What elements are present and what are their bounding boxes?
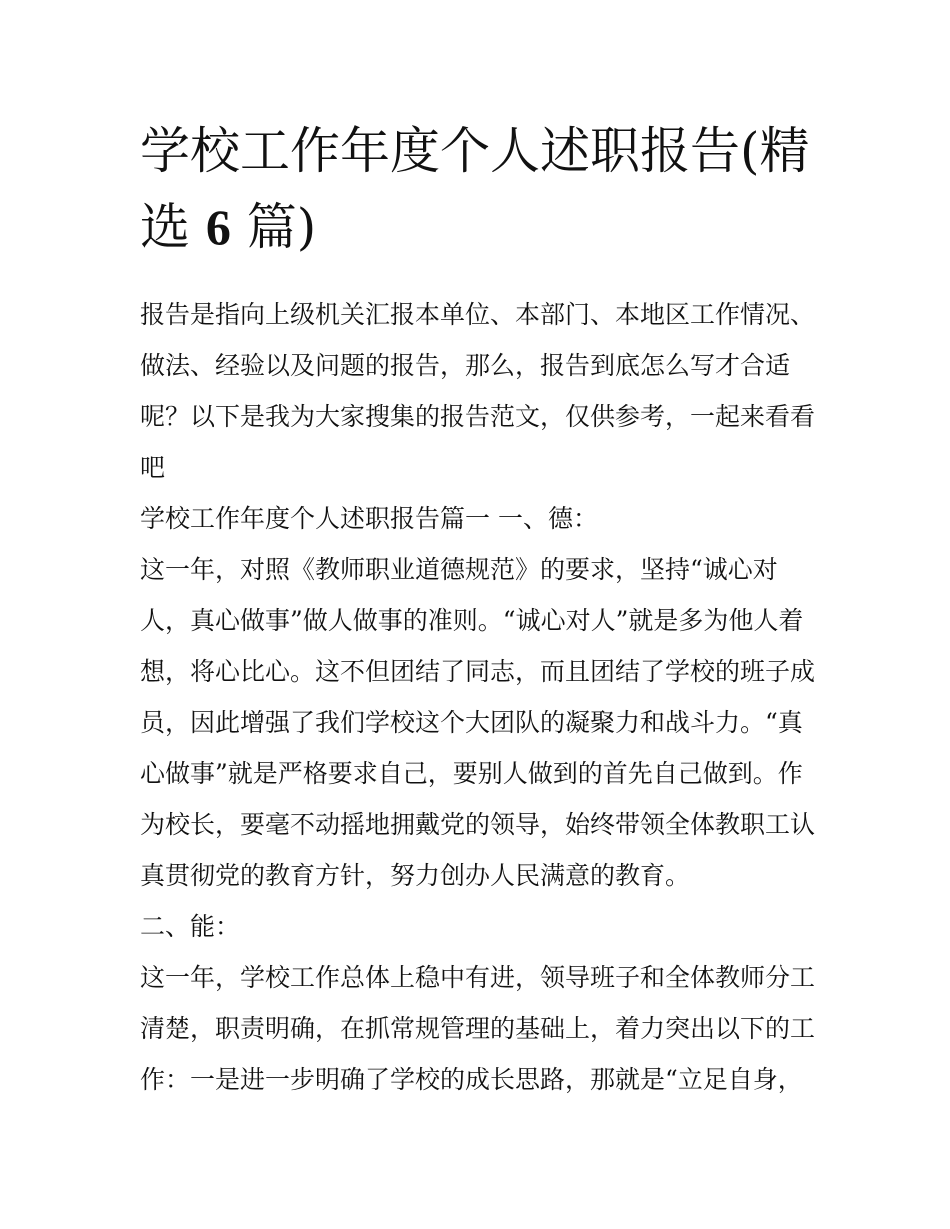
text-line: 呢？以下是我为大家搜集的报告范文，仅供参考，一起来看看 (140, 402, 816, 431)
text-line: 报告是指向上级机关汇报本单位、本部门、本地区工作情况、 (140, 300, 816, 329)
text-line: 心做事”就是严格要求自己，要别人做到的首先自己做到。作 (140, 759, 803, 788)
text-line: 想，将心比心。这不但团结了同志，而且团结了学校的班子成 (140, 657, 816, 686)
title-number: 6 (205, 199, 231, 255)
text-line: 员，因此增强了我们学校这个大团队的凝聚力和战斗力。“真 (140, 708, 803, 737)
text-line: 这一年，对照《教师职业道德规范》的要求，坚持“诚心对 (140, 555, 778, 584)
title-line-2-post: 篇) (230, 198, 317, 256)
text-line: 为校长，要毫不动摇地拥戴党的领导，始终带领全体教职工认 (140, 810, 816, 839)
text-line: 做法、经验以及问题的报告，那么，报告到底怎么写才合适 (140, 351, 791, 380)
title-line-2 (140, 189, 820, 265)
section-heading-2: 二、能： (140, 912, 241, 941)
document-body (140, 289, 820, 1105)
text-line: 真贯彻党的教育方针，努力创办人民满意的教育。 (140, 861, 691, 890)
document-title (140, 113, 820, 265)
section-heading-1: 学校工作年度个人述职报告篇一 一、德： (140, 504, 598, 533)
document-page (140, 113, 820, 1105)
text-line: 人，真心做事”做人做事的准则。“诚心对人”就是多为他人着 (140, 606, 804, 635)
text-line: 吧 (140, 453, 166, 482)
text-line: 作：一是进一步明确了学校的成长思路，那就是“立足自身， (140, 1065, 803, 1094)
text-line: 这一年，学校工作总体上稳中有进，领导班子和全体教师分工 (140, 963, 816, 992)
title-line-1: 学校工作年度个人述职报告(精 (140, 122, 810, 180)
text-line: 清楚，职责明确，在抓常规管理的基础上，着力突出以下的工 (140, 1014, 816, 1043)
title-line-2-pre: 选 (140, 198, 206, 256)
